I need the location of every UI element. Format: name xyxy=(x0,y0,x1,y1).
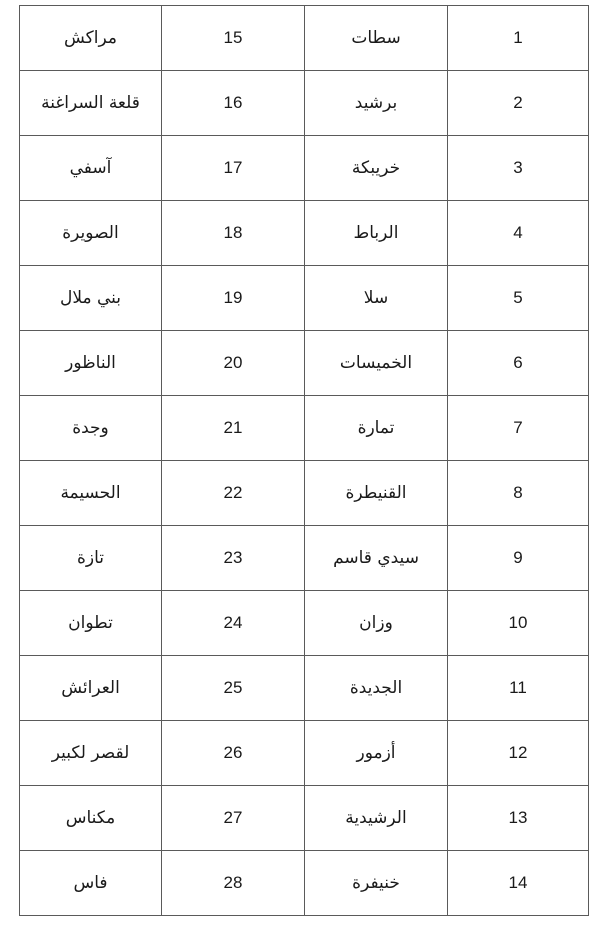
city-name-cell: القنيطرة xyxy=(305,461,448,526)
city-name-cell: خنيفرة xyxy=(305,851,448,916)
city-name-cell: سطات xyxy=(305,6,448,71)
city-number-cell: 4 xyxy=(448,201,589,266)
city-name-cell: خريبكة xyxy=(305,136,448,201)
city-number-cell: 10 xyxy=(448,591,589,656)
city-number-cell: 23 xyxy=(162,526,305,591)
city-name-cell: سلا xyxy=(305,266,448,331)
city-name-cell: تازة xyxy=(20,526,162,591)
city-name-cell: أزمور xyxy=(305,721,448,786)
city-name-cell: الجديدة xyxy=(305,656,448,721)
city-name-cell: فاس xyxy=(20,851,162,916)
table-row xyxy=(20,136,589,201)
city-number-cell: 3 xyxy=(448,136,589,201)
city-number-cell: 21 xyxy=(162,396,305,461)
city-name-cell: الرباط xyxy=(305,201,448,266)
table-body xyxy=(20,6,589,916)
table-row xyxy=(20,591,589,656)
city-number-cell: 6 xyxy=(448,331,589,396)
city-name-cell: العرائش xyxy=(20,656,162,721)
city-number-cell: 14 xyxy=(448,851,589,916)
city-number-cell: 9 xyxy=(448,526,589,591)
city-number-cell: 16 xyxy=(162,71,305,136)
city-number-cell: 26 xyxy=(162,721,305,786)
table-row xyxy=(20,71,589,136)
city-number-cell: 28 xyxy=(162,851,305,916)
city-name-cell: بني ملال xyxy=(20,266,162,331)
city-number-cell: 12 xyxy=(448,721,589,786)
city-number-cell: 20 xyxy=(162,331,305,396)
city-name-cell: آسفي xyxy=(20,136,162,201)
table-row xyxy=(20,201,589,266)
city-number-cell: 1 xyxy=(448,6,589,71)
city-number-cell: 25 xyxy=(162,656,305,721)
city-number-cell: 24 xyxy=(162,591,305,656)
city-name-cell: مكناس xyxy=(20,786,162,851)
city-number-cell: 8 xyxy=(448,461,589,526)
city-name-cell: الرشيدية xyxy=(305,786,448,851)
city-number-cell: 11 xyxy=(448,656,589,721)
city-name-cell: الناظور xyxy=(20,331,162,396)
table-row xyxy=(20,461,589,526)
city-name-cell: مراكش xyxy=(20,6,162,71)
city-number-cell: 27 xyxy=(162,786,305,851)
table-row xyxy=(20,721,589,786)
city-name-cell: تمارة xyxy=(305,396,448,461)
table-row xyxy=(20,526,589,591)
table-row xyxy=(20,851,589,916)
city-number-cell: 18 xyxy=(162,201,305,266)
table-row xyxy=(20,266,589,331)
city-number-cell: 5 xyxy=(448,266,589,331)
city-name-cell: تطوان xyxy=(20,591,162,656)
table-row xyxy=(20,396,589,461)
table-row xyxy=(20,331,589,396)
city-name-cell: الخميسات xyxy=(305,331,448,396)
city-number-cell: 2 xyxy=(448,71,589,136)
city-number-cell: 22 xyxy=(162,461,305,526)
city-name-cell: برشيد xyxy=(305,71,448,136)
table-row xyxy=(20,6,589,71)
city-name-cell: لقصر لكبير xyxy=(20,721,162,786)
city-name-cell: قلعة السراغنة xyxy=(20,71,162,136)
city-name-cell: الصويرة xyxy=(20,201,162,266)
city-number-cell: 17 xyxy=(162,136,305,201)
city-number-cell: 15 xyxy=(162,6,305,71)
city-number-cell: 13 xyxy=(448,786,589,851)
city-name-cell: سيدي قاسم xyxy=(305,526,448,591)
city-number-cell: 7 xyxy=(448,396,589,461)
city-name-cell: وجدة xyxy=(20,396,162,461)
city-name-cell: وزان xyxy=(305,591,448,656)
city-number-cell: 19 xyxy=(162,266,305,331)
city-name-cell: الحسيمة xyxy=(20,461,162,526)
table-row xyxy=(20,786,589,851)
cities-table xyxy=(19,5,589,916)
table-row xyxy=(20,656,589,721)
